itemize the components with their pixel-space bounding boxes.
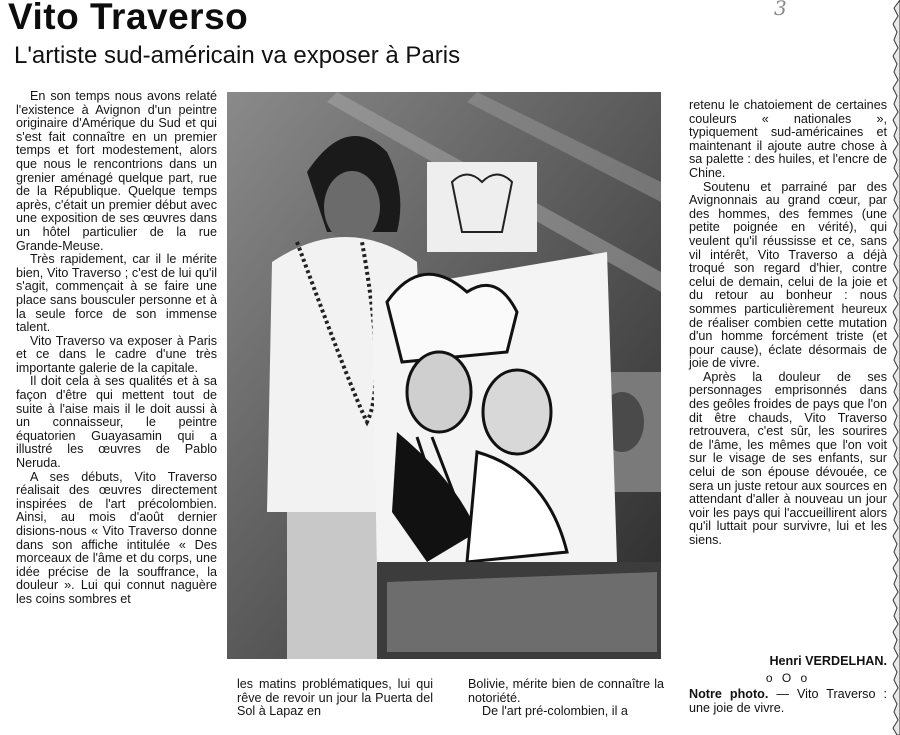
paragraph: Après la douleur de ses personnages emprisonnés dans des geôles froides de pays que l'on dit être chauds, Vito Traverso retrouvera, c'est sûr, les sourires de l'âme, les mêmes que l'on voit sur le visage de ses enfants, sur celui de son épouse dévouée, ce sera un juste retour aux sources en attendant d'aller à nouveau un jour voir les pays qui l'accueillirent alors qu'il luttait pour survivre, lui et les siens. — [689, 369, 887, 547]
paragraph: Bolivie, mérite bien de connaître la notoriété. — [468, 677, 664, 705]
paragraph: retenu le chatoiement de certaines couleurs « nationales », typiquement sud-américaines et maintenant il ajoute autre chose à sa palette : des huiles, et l'encre de Chine. — [689, 98, 887, 180]
paragraph: A ses débuts, Vito Traverso réalisait des œuvres directement inspirées de l'art précolombien. Ainsi, au mois d'août dernier disions-nous « Vito Traverso donne dans son affiche intitulée « Des morceaux de l'âme et du corps, une idée précise de la souffrance, la douleur ». Lui qui connut naguère les coins sombres et — [16, 469, 217, 606]
paragraph: De l'art pré-colombien, il a — [482, 704, 628, 719]
wall-sketch — [427, 162, 537, 252]
paragraph: Il doit cela à ses qualités et à sa façon d'être qui mettent tout de suite à l'aise mais il le doit aussi à un connaisseur, le peintre équatorien Guayasamin qui a illustré les œuvres de Pablo Neruda. — [16, 374, 217, 471]
article-column-right — [689, 99, 887, 548]
author-signature: Henri VERDELHAN. — [769, 654, 887, 668]
article-column-bottom-2 — [468, 678, 664, 719]
paragraph: En son temps nous avons relaté l'existence à Avignon d'un peintre originaire d'Amérique du Sud et qui s'est fait connaître en un premier temps et fort modestement, alors que nous le rencontrions dans un grenier aménagé quelque part, rue de la République. Quelque temps après, c'était un premier début avec une exposition de ses œuvres dans un hôtel particulier de la rue Grande-Meuse. — [16, 89, 217, 253]
artist-face — [324, 171, 380, 243]
paragraph: Soutenu et parrainé par des Avignonnais au grand cœur, par des hommes, des femmes (une petite poignée en vérité), qui veulent qu'il réussisse et ce, sans vil intérêt, Vito Traverso a déjà troqué son regard d'hier, contre celui de demain, celui de la joie et du retour au bonheur : nous sommes particulièrement heureux de réaliser combien cette mutation d'un homme forcément triste (et pour cause), éclate désormais de joie de vivre. — [689, 179, 887, 371]
torn-paper-edge — [890, 0, 900, 735]
article-column-bottom-1 — [237, 678, 433, 719]
photo-caption — [689, 688, 887, 715]
paragraph: les matins problématiques, lui qui rêve de revoir un jour la Puerta del Sol à Lapaz en — [237, 677, 433, 719]
paragraph: Très rapidement, car il le mérite bien, Vito Traverso ; c'est de lui qu'il s'agit, commençait à se faire une place sans bousculer personne et à la seule force de son immense talent. — [16, 252, 217, 335]
artist-portrait-photo — [227, 92, 661, 659]
paragraph: Vito Traverso va exposer à Paris et ce dans le cadre d'une très importante galerie de la capitale. — [16, 333, 217, 375]
photo-caption-label: Notre photo. — [689, 687, 769, 701]
headline: Vito Traverso — [8, 0, 249, 37]
photo-caption-text: — Vito Traverso : une joie de vivre. — [689, 687, 887, 715]
subheadline: L'artiste sud-américain va exposer à Paris — [14, 42, 461, 69]
section-ornament: o O o — [765, 671, 811, 685]
page-number-mark: 3 — [774, 0, 787, 20]
article-column-left — [16, 90, 217, 607]
